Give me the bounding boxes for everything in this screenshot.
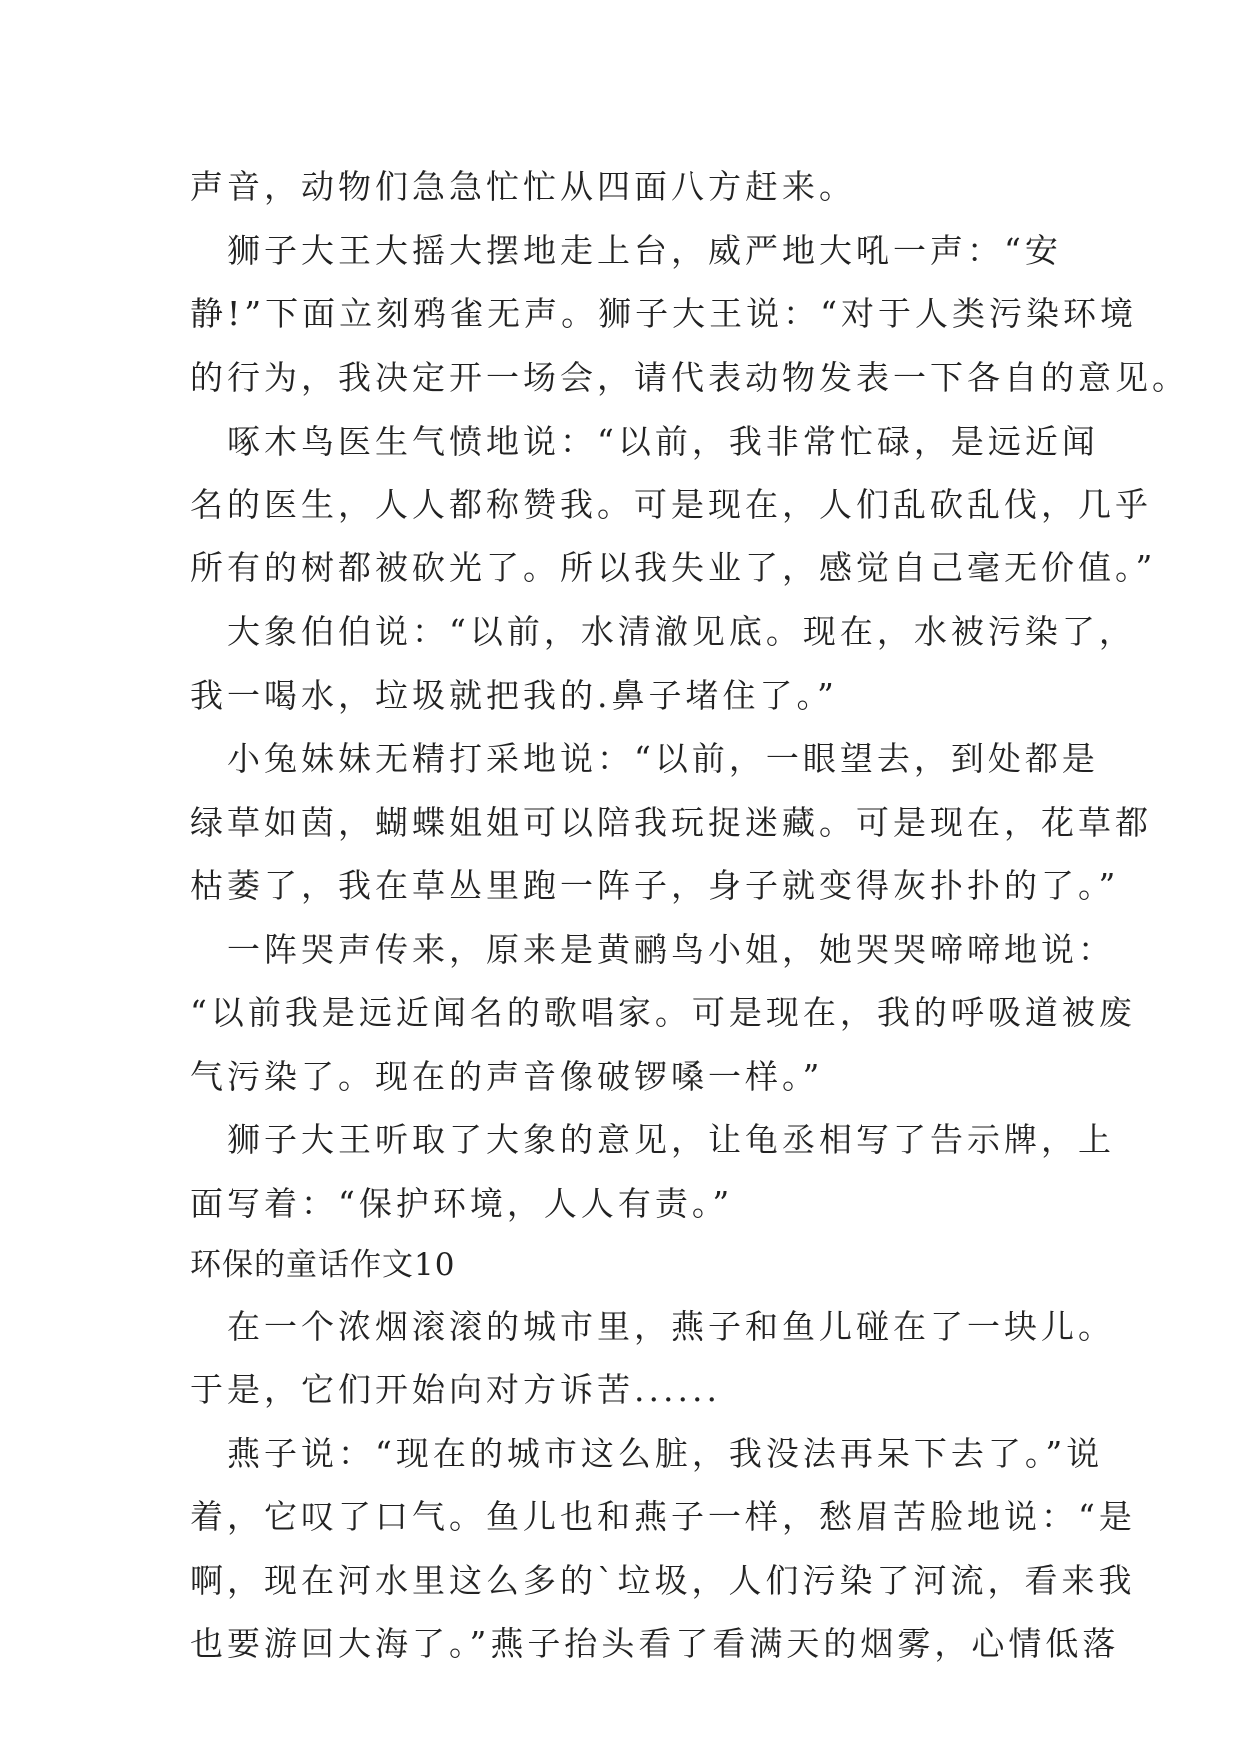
paragraph-first-line: 大象伯伯说：“以前，水清澈见底。现在，水被污染了， [190, 612, 1136, 651]
text-line: 啊，现在河水里这么多的`垃圾，人们污染了河流，看来我 [190, 1561, 1136, 1600]
text-line: 于是，它们开始向对方诉苦...... [190, 1370, 721, 1409]
text-line: 着，它叹了口气。鱼儿也和燕子一样，愁眉苦脸地说：“是 [190, 1497, 1136, 1536]
text-line: 气污染了。现在的声音像破锣嗓一样。” [190, 1057, 824, 1096]
paragraph-first-line: 啄木鸟医生气愤地说：“以前，我非常忙碌，是远近闻 [190, 422, 1099, 461]
section-heading: 环保的童话作文10 [190, 1247, 456, 1283]
paragraph-first-line: 燕子说：“现在的城市这么脏，我没法再呆下去了。”说 [190, 1434, 1104, 1473]
text-line: 声音，动物们急急忙忙从四面八方赶来。 [190, 167, 856, 206]
text-line: 枯萎了，我在草丛里跑一阵子，身子就变得灰扑扑的了。” [190, 866, 1120, 905]
text-line: 所有的树都被砍光了。所以我失业了，感觉自己毫无价值。” [190, 548, 1157, 587]
paragraph-first-line: 狮子大王大摇大摆地走上台，威严地大吼一声：“安 [190, 231, 1062, 270]
paragraph-first-line: 狮子大王听取了大象的意见，让龟丞相写了告示牌，上 [190, 1120, 1115, 1159]
text-line: 的行为，我决定开一场会，请代表动物发表一下各自的意见。 [190, 358, 1189, 397]
text-line: 我一喝水，垃圾就把我的.鼻子堵住了。” [190, 676, 838, 715]
text-line: 也要游回大海了。”燕子抬头看了看满天的烟雾，心情低落 [190, 1624, 1120, 1663]
paragraph-first-line: 小兔妹妹无精打采地说：“以前，一眼望去，到处都是 [190, 739, 1099, 778]
text-line: 绿草如茵，蝴蝶姐姐可以陪我玩捉迷藏。可是现在，花草都 [190, 803, 1152, 842]
text-line: 静!”下面立刻鸦雀无声。狮子大王说：“对于人类污染环境 [190, 294, 1138, 333]
text-line: 名的医生，人人都称赞我。可是现在，人们乱砍乱伐，几乎 [190, 485, 1152, 524]
paragraph-first-line: 一阵哭声传来，原来是黄鹂鸟小姐，她哭哭啼啼地说： [190, 930, 1115, 969]
paragraph-first-line: 在一个浓烟滚滚的城市里，燕子和鱼儿碰在了一块儿。 [190, 1307, 1115, 1346]
text-line: 面写着：“保护环境，人人有责。” [190, 1184, 734, 1223]
text-line: “以前我是远近闻名的歌唱家。可是现在，我的呼吸道被废 [190, 993, 1136, 1032]
